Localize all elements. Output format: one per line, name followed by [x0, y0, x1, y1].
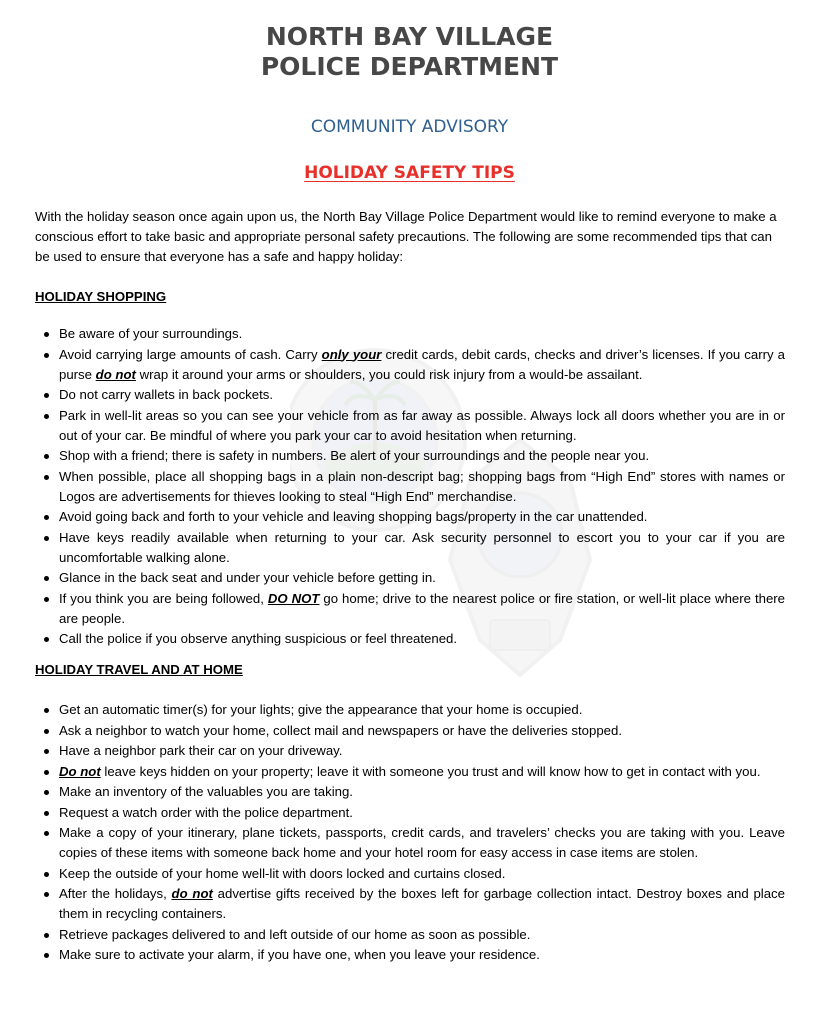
shopping-tips-list [35, 324, 785, 650]
section-heading-shopping: HOLIDAY SHOPPING [35, 289, 167, 304]
title-line-2: POLICE DEPARTMENT [260, 52, 559, 81]
list-item: When possible, place all shopping bags in a plain non-descript bag; shopping bags from “High End” stores with names or Logos are advertisements for thieves looking to steal “High End” merchandise. [59, 467, 785, 507]
title-line-1: NORTH BAY VILLAGE [265, 22, 554, 51]
list-item: Avoid carrying large amounts of cash. Carry only your credit cards, debit cards, checks and driver’s licenses. If you carry a purse do not wrap it around your arms or shoulders, you could risk injury from a would-be assailant. [59, 345, 785, 385]
list-item: Have keys readily available when returning to your car. Ask security personnel to escort you to your car if you are uncomfortable walking alone. [59, 528, 785, 568]
list-item: Get an automatic timer(s) for your lights; give the appearance that your home is occupied. [59, 700, 785, 720]
list-item: Retrieve packages delivered to and left outside of our home as soon as possible. [59, 925, 785, 945]
travel-tips-list [35, 700, 785, 966]
list-item: Make an inventory of the valuables you are taking. [59, 782, 785, 802]
list-item: Have a neighbor park their car on your driveway. [59, 741, 785, 761]
department-title [0, 22, 819, 82]
list-item: Shop with a friend; there is safety in numbers. Be alert of your surroundings and the people near you. [59, 446, 785, 466]
list-item: Do not leave keys hidden on your property; leave it with someone you trust and will know how to get in contact with you. [59, 762, 785, 782]
list-item: Do not carry wallets in back pockets. [59, 385, 785, 405]
list-item: Avoid going back and forth to your vehicle and leaving shopping bags/property in the car unattended. [59, 507, 785, 527]
list-item: Request a watch order with the police department. [59, 803, 785, 823]
page-subtitle [0, 163, 819, 183]
list-item: If you think you are being followed, DO NOT go home; drive to the nearest police or fire station, or well-lit place where there are people. [59, 589, 785, 629]
section-heading-travel: HOLIDAY TRAVEL AND AT HOME [35, 662, 243, 677]
list-item: Call the police if you observe anything suspicious or feel threatened. [59, 629, 785, 649]
list-item: Keep the outside of your home well-lit with doors locked and curtains closed. [59, 864, 785, 884]
list-item: Ask a neighbor to watch your home, collect mail and newspapers or have the deliveries stopped. [59, 721, 785, 741]
list-item: Make a copy of your itinerary, plane tickets, passports, credit cards, and travelers’ checks you are taking with you. Leave copies of these items with someone back home and your hotel room for easy access in case items are stolen. [59, 823, 785, 863]
list-item: Be aware of your surroundings. [59, 324, 785, 344]
holiday-safety-tips-heading: HOLIDAY SAFETY TIPS [304, 163, 515, 183]
list-item: Park in well-lit areas so you can see your vehicle from as far away as possible. Always lock all doors whether you are in or out of your car. Be mindful of where you park your car to avoid hesitation when returning. [59, 406, 785, 446]
list-item: Make sure to activate your alarm, if you have one, when you leave your residence. [59, 945, 785, 965]
community-advisory-label: COMMUNITY ADVISORY [310, 117, 509, 137]
intro-paragraph: With the holiday season once again upon us, the North Bay Village Police Department would like to remind everyone to make a conscious effort to take basic and appropriate personal safety precautions. The following are some recommended tips that can be used to ensure that everyone has a safe and happy holiday: [35, 209, 777, 264]
list-item: Glance in the back seat and under your vehicle before getting in. [59, 568, 785, 588]
list-item: After the holidays, do not advertise gifts received by the boxes left for garbage collection intact. Destroy boxes and place them in recycling containers. [59, 884, 785, 924]
